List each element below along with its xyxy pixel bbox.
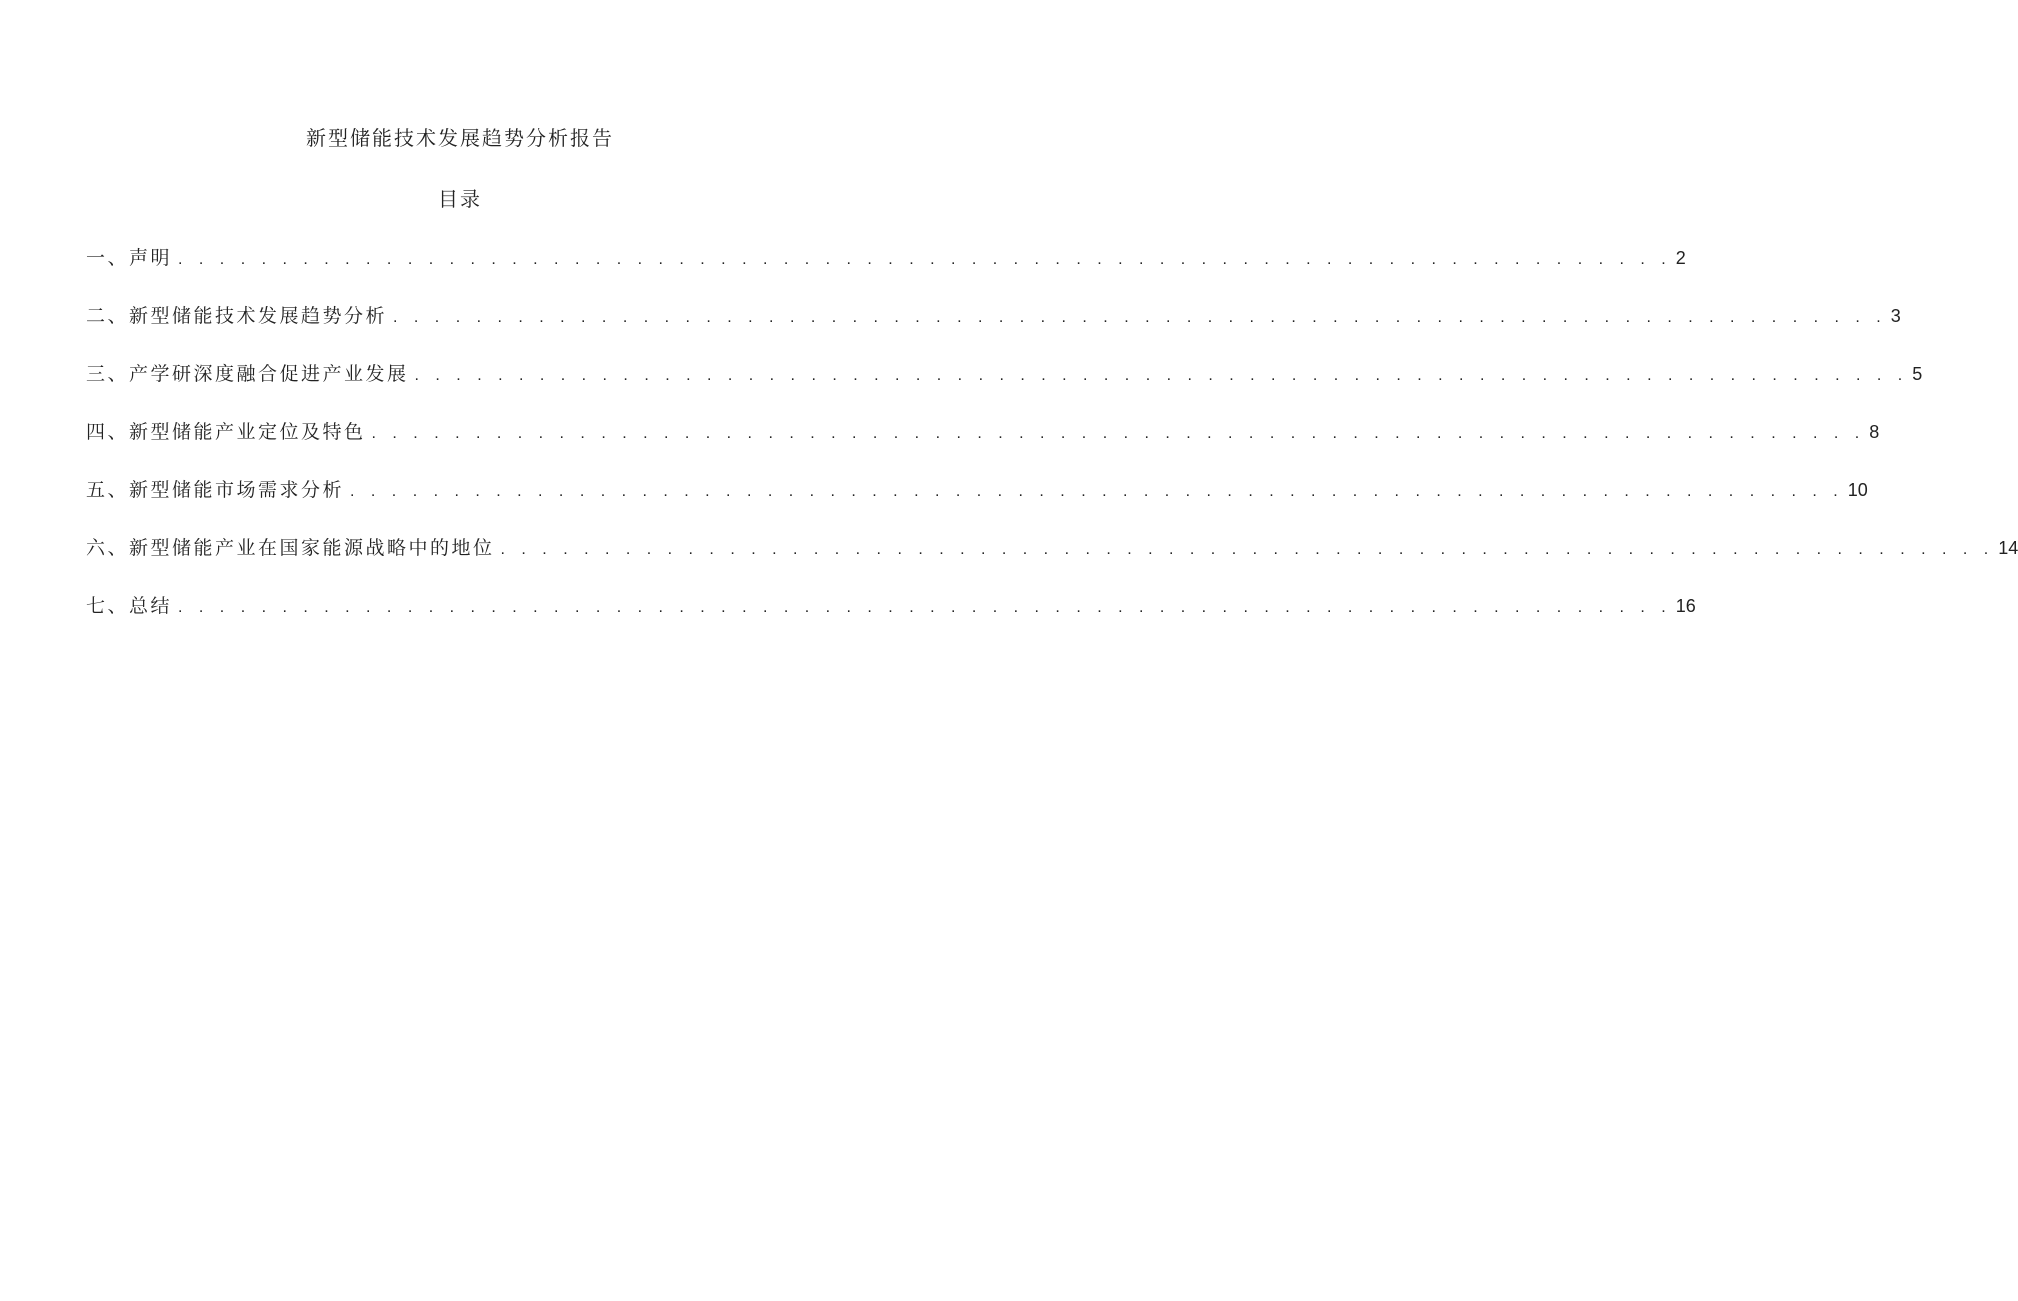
toc-dot-leader: . . . . . . . . . . . . . . . . . . . . . . . . . . . . . . . . . . . . . . . . . . . . . . . . . . . . . . . . . . . . . . . . . . . . . . . . [500,541,1995,558]
toc-entry-3[interactable] [86,360,1923,418]
toc-dot-leader: . . . . . . . . . . . . . . . . . . . . . . . . . . . . . . . . . . . . . . . . . . . . . . . . . . . . . . . . . . . . . . . . . . . . . . . . [178,251,1672,268]
toc-entry-label: 一、声明 [86,247,173,269]
toc-entry-label: 六、新型储能产业在国家能源战略中的地位 [86,537,495,559]
toc-dot-leader: . . . . . . . . . . . . . . . . . . . . . . . . . . . . . . . . . . . . . . . . . . . . . . . . . . . . . . . . . . . . . . . . . . . . . . . . [393,309,1887,326]
table-of-contents [86,244,2018,650]
toc-page-number: 2 [1675,248,1686,268]
toc-dot-leader: . . . . . . . . . . . . . . . . . . . . . . . . . . . . . . . . . . . . . . . . . . . . . . . . . . . . . . . . . . . . . . . . . . . . . . . . [350,483,1844,500]
toc-page-number: 14 [1998,538,2018,558]
toc-entry-1[interactable] [86,244,1686,302]
toc-dot-leader: . . . . . . . . . . . . . . . . . . . . . . . . . . . . . . . . . . . . . . . . . . . . . . . . . . . . . . . . . . . . . . . . . . . . . . . . [178,599,1672,616]
toc-page-number: 10 [1847,480,1868,500]
toc-entry-2[interactable] [86,302,1901,360]
toc-page-number: 16 [1675,596,1696,616]
toc-entry-label: 四、新型储能产业定位及特色 [86,421,366,443]
toc-entry-6[interactable] [86,534,2018,592]
toc-entry-7[interactable] [86,592,1696,650]
document-title: 新型储能技术发展趋势分析报告 [306,126,614,150]
toc-entry-label: 五、新型储能市场需求分析 [86,479,345,501]
toc-entry-5[interactable] [86,476,1868,534]
toc-heading: 目录 [438,187,482,211]
toc-dot-leader: . . . . . . . . . . . . . . . . . . . . . . . . . . . . . . . . . . . . . . . . . . . . . . . . . . . . . . . . . . . . . . . . . . . . . . . . [414,367,1909,384]
toc-entry-4[interactable] [86,418,1880,476]
toc-entry-label: 二、新型储能技术发展趋势分析 [86,305,388,327]
toc-entry-label: 七、总结 [86,595,173,617]
toc-entry-label: 三、产学研深度融合促进产业发展 [86,363,409,385]
toc-page-number: 8 [1869,422,1880,442]
toc-dot-leader: . . . . . . . . . . . . . . . . . . . . . . . . . . . . . . . . . . . . . . . . . . . . . . . . . . . . . . . . . . . . . . . . . . . . . . . . [371,425,1866,442]
toc-page-number: 3 [1890,306,1901,326]
toc-page-number: 5 [1912,364,1923,384]
